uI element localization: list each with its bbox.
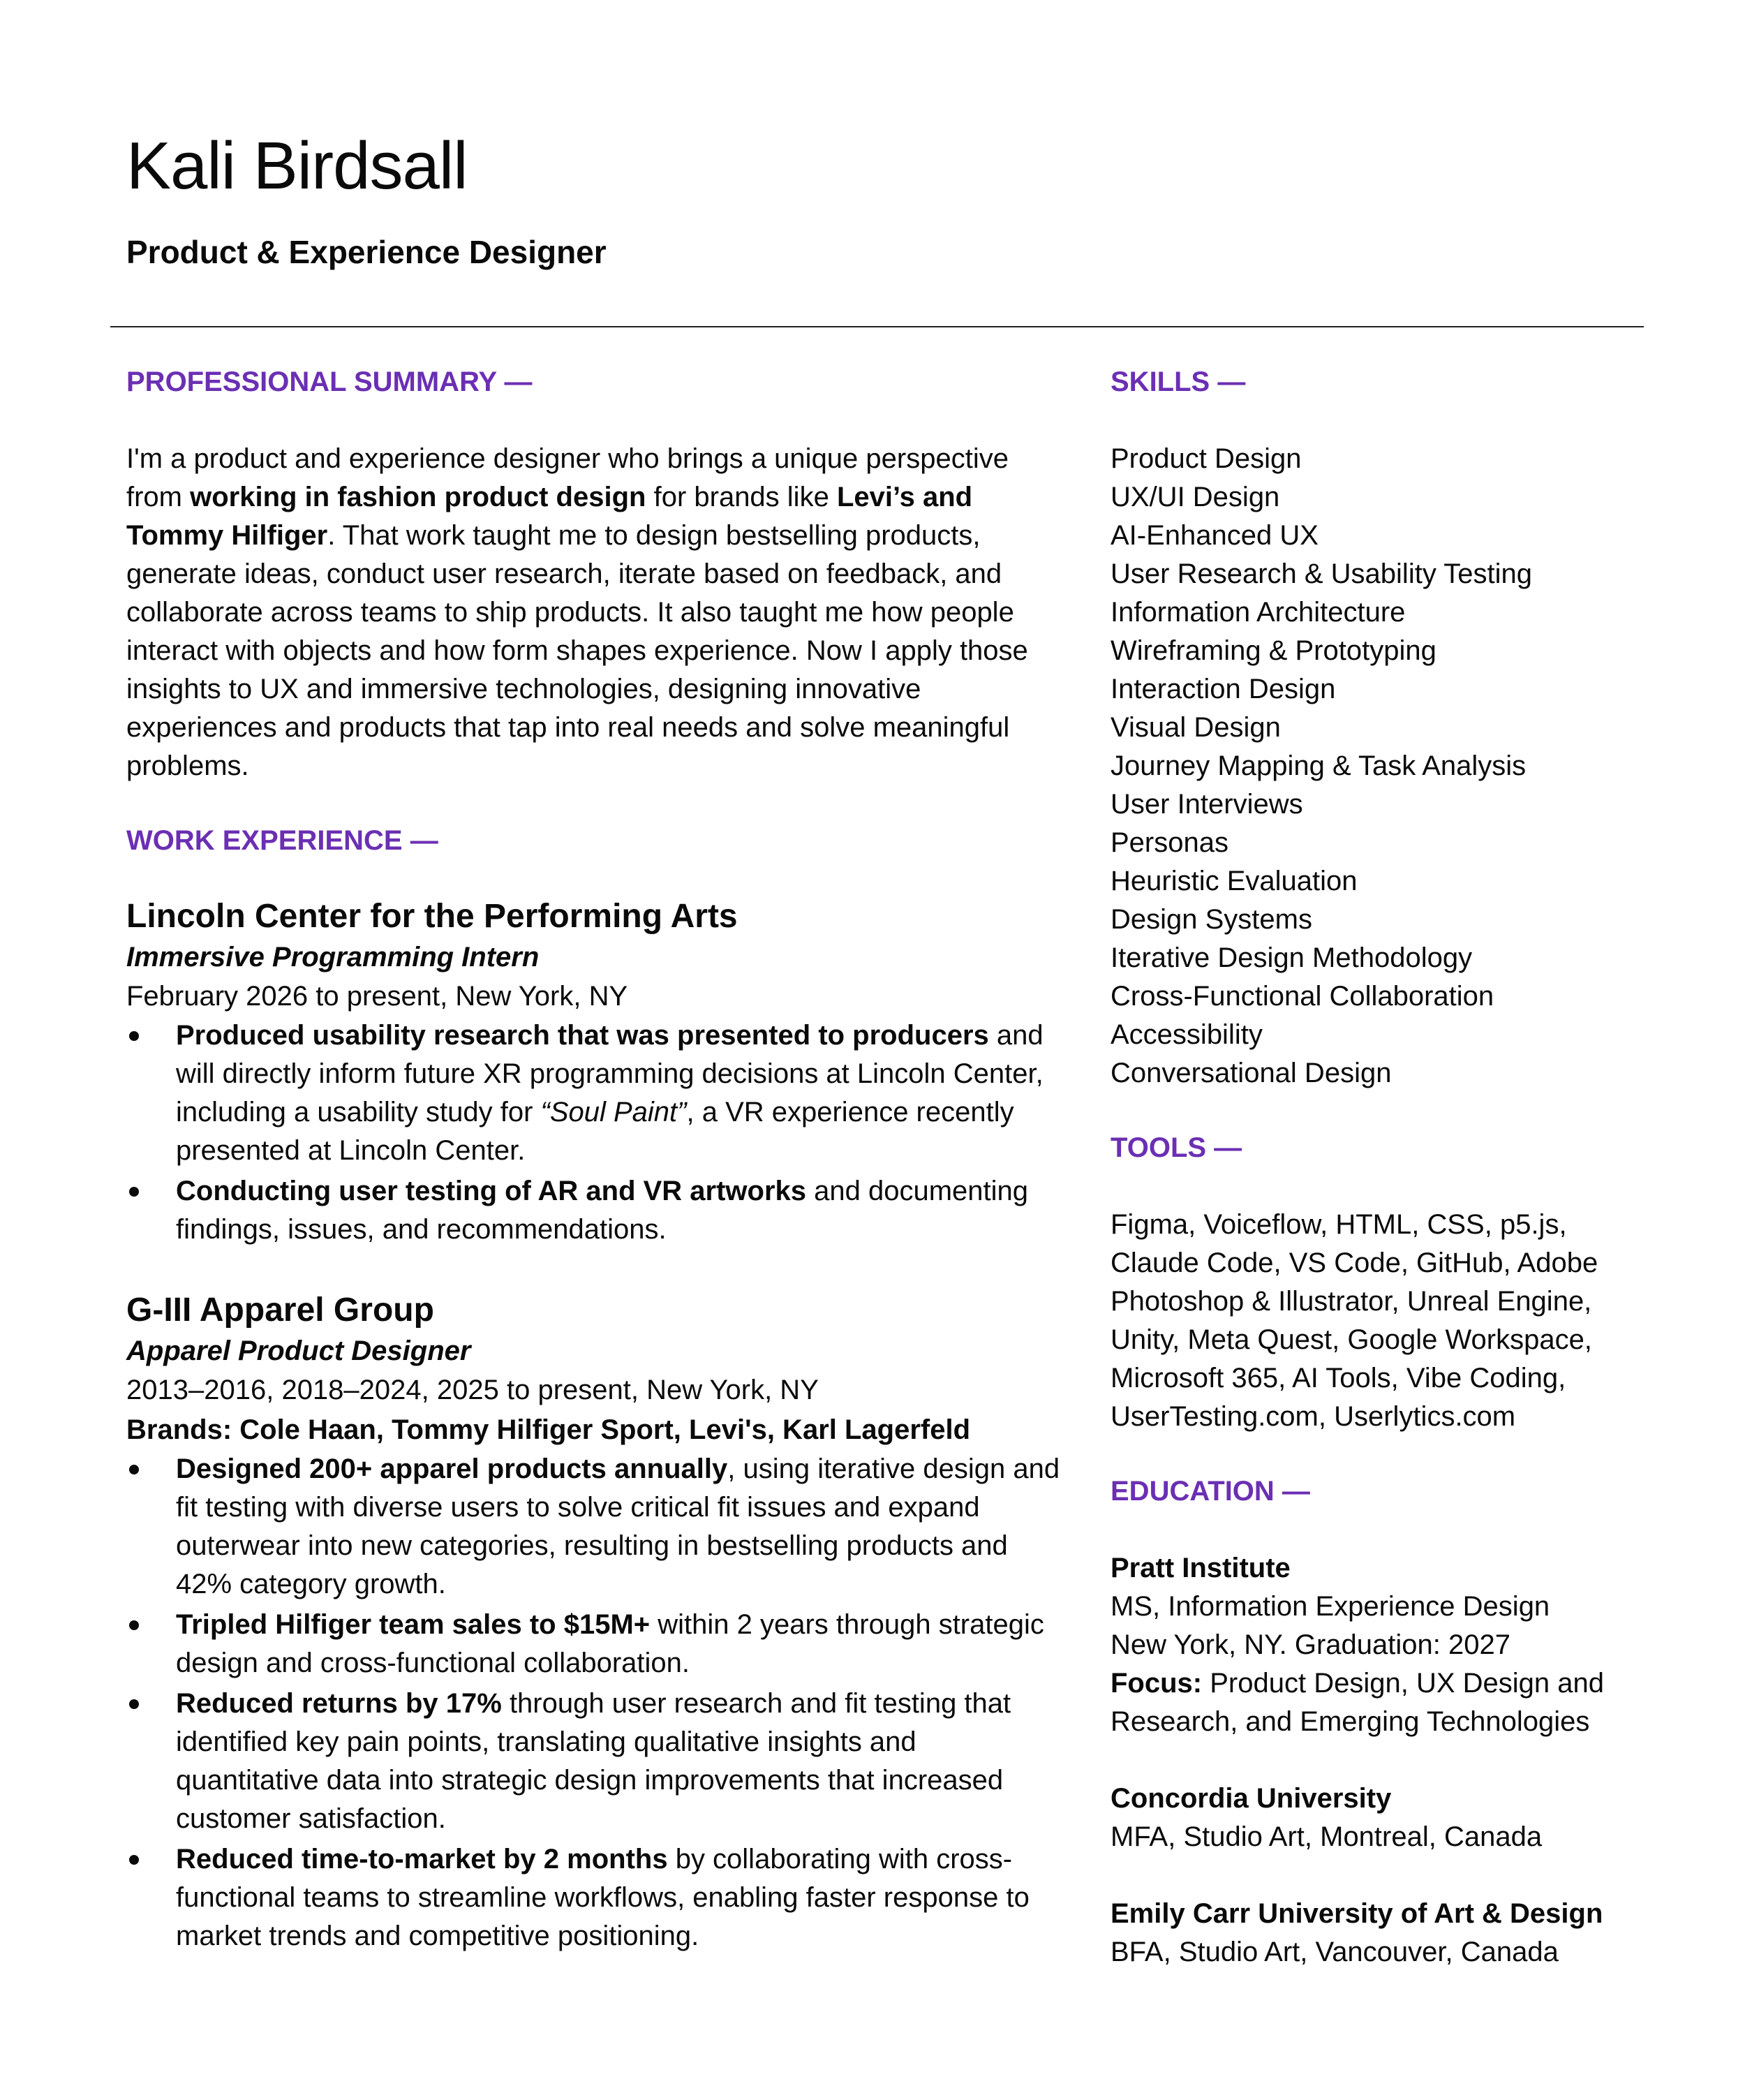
school-name: Pratt Institute	[1111, 1553, 1291, 1583]
skill-item: Visual Design	[1111, 712, 1281, 743]
job-dates: February 2026 to present, New York, NY	[126, 981, 628, 1012]
bullet-bold: Designed 200+ apparel products annually	[176, 1454, 728, 1484]
skill-item: Information Architecture	[1111, 597, 1406, 628]
skill-item: User Interviews	[1111, 789, 1303, 820]
summary-paragraph	[126, 440, 1062, 785]
skill-item: Interaction Design	[1111, 674, 1336, 704]
skill-item: Accessibility	[1111, 1019, 1263, 1050]
bullet-dot-icon	[129, 1465, 139, 1474]
skill-item: Cross-Functional Collaboration	[1111, 981, 1494, 1012]
summary-bold-2: Levi’s and Tommy Hilfiger	[126, 482, 973, 551]
skill-item: Conversational Design	[1111, 1058, 1392, 1088]
company-name: Lincoln Center for the Performing Arts	[126, 898, 738, 935]
skills-heading: SKILLS —	[1111, 367, 1246, 397]
focus-text: Product Design, UX Design and Research, and Emerging Technologies	[1111, 1668, 1604, 1737]
bullet-dot-icon	[129, 1855, 139, 1865]
skill-item: Product Design	[1111, 443, 1302, 474]
skill-item: User Research & Usability Testing	[1111, 559, 1532, 589]
bullet-text: and documenting findings, issues, and recommendations.	[176, 1176, 1029, 1245]
left-column	[126, 363, 1062, 1958]
skill-item: Wireframing & Prototyping	[1111, 635, 1436, 666]
bullet-dot-icon	[129, 1031, 139, 1041]
bullet-item	[126, 1685, 1062, 1838]
job-bullets	[126, 1450, 1062, 1955]
summary-heading: PROFESSIONAL SUMMARY —	[126, 367, 533, 397]
candidate-name: Kali Birdsall	[126, 128, 468, 203]
summary-text-3: . That work taught me to design bestselling products, generate ideas, conduct user research, iterate based on feedback, and collaborate across teams to ship products. It also taught me how people interact with objects and how form shapes experience. Now I apply those insights to UX and immersive technologies, designing innovative experiences and products that tap into real needs and solve meaningful problems.	[126, 520, 1028, 781]
job-brands: Brands: Cole Haan, Tommy Hilfiger Sport, Levi's, Karl Lagerfeld	[126, 1414, 971, 1445]
bullet-italic: “Soul Paint”	[540, 1097, 687, 1127]
bullet-text: , a VR experience recently presented at Lincoln Center.	[176, 1097, 1014, 1166]
skill-item: Design Systems	[1111, 904, 1312, 935]
skill-item: AI-Enhanced UX	[1111, 520, 1319, 551]
bullet-item	[126, 1016, 1062, 1170]
summary-text-1: I'm a product and experience designer who brings a unique perspective from	[126, 443, 1009, 512]
bullet-text: by collaborating with cross-functional teams to streamline workflows, enabling faster response to market trends and competitive positioning.	[176, 1844, 1030, 1951]
summary-bold-1: working in fashion product design	[190, 482, 646, 512]
bullet-bold: Tripled Hilfiger team sales to $15M+	[176, 1609, 651, 1640]
skill-item: Iterative Design Methodology	[1111, 942, 1473, 973]
bullet-bold: Reduced time-to-market by 2 months	[176, 1844, 668, 1875]
bullet-item	[126, 1450, 1062, 1604]
school-name: Emily Carr University of Art & Design	[1111, 1898, 1603, 1929]
summary-text-2: for brands like	[646, 482, 837, 512]
tools-text: Figma, Voiceflow, HTML, CSS, p5.js, Claude Code, VS Code, GitHub, Adobe Photoshop & Illustrator, Unreal Engine, Unity, Meta Quest, Google Workspace, Microsoft 365, AI Tools, Vibe Coding, UserTesting.com, Userlytics.com	[1111, 1209, 1598, 1432]
bullet-text: , using iterative design and fit testing with diverse users to solve critical fit issues and expand outerwear into new categories, resulting in bestselling products and 42% category growth.	[176, 1454, 1060, 1599]
skill-item: Journey Mapping & Task Analysis	[1111, 750, 1527, 781]
job-role: Immersive Programming Intern	[126, 942, 540, 973]
school-degree: BFA, Studio Art, Vancouver, Canada	[1111, 1937, 1559, 1967]
job-entry	[126, 1289, 1062, 1955]
bullet-dot-icon	[129, 1620, 139, 1630]
skill-item: UX/UI Design	[1111, 482, 1280, 512]
company-name: G-III Apparel Group	[126, 1292, 434, 1329]
header-divider	[110, 326, 1644, 327]
bullet-item	[126, 1172, 1062, 1249]
bullet-dot-icon	[129, 1699, 139, 1709]
bullet-bold: Produced usability research that was presented to producers	[176, 1020, 989, 1051]
bullet-text: through user research and fit testing that identified key pain points, translating qualitative insights and quantitative data into strategic design improvements that increased customer satisfaction.	[176, 1688, 1011, 1834]
bullet-bold: Conducting user testing of AR and VR artworks	[176, 1176, 807, 1206]
skill-item: Personas	[1111, 827, 1228, 858]
job-title: Product & Experience Designer	[126, 234, 607, 270]
skill-item: Heuristic Evaluation	[1111, 866, 1358, 896]
school-degree: MS, Information Experience Design	[1111, 1591, 1550, 1622]
education-heading: EDUCATION —	[1111, 1476, 1310, 1507]
bullet-text: and will directly inform future XR programming decisions at Lincoln Center, including a usability study for	[176, 1020, 1044, 1127]
bullet-item	[126, 1840, 1062, 1955]
bullet-bold: Reduced returns by 17%	[176, 1688, 502, 1719]
tools-heading: TOOLS —	[1111, 1132, 1242, 1163]
spacer	[1111, 1856, 1655, 1895]
job-dates: 2013–2016, 2018–2024, 2025 to present, New York, NY	[126, 1375, 819, 1405]
skills-list	[1111, 440, 1655, 1093]
job-role: Apparel Product Designer	[126, 1336, 471, 1366]
focus-label: Focus:	[1111, 1668, 1203, 1699]
bullet-dot-icon	[129, 1187, 139, 1197]
bullet-text: within 2 years through strategic design and cross-functional collaboration.	[176, 1609, 1044, 1678]
school-name: Concordia University	[1111, 1783, 1392, 1814]
job-bullets	[126, 1016, 1062, 1249]
education-list	[1111, 1549, 1655, 1972]
work-heading: WORK EXPERIENCE —	[126, 825, 438, 856]
right-column	[1111, 363, 1655, 1972]
job-entry	[126, 896, 1062, 1249]
spacer	[1111, 1741, 1655, 1780]
school-focus	[1111, 1664, 1655, 1741]
school-detail: New York, NY. Graduation: 2027	[1111, 1629, 1510, 1660]
bullet-item	[126, 1606, 1062, 1683]
school-degree: MFA, Studio Art, Montreal, Canada	[1111, 1821, 1543, 1852]
